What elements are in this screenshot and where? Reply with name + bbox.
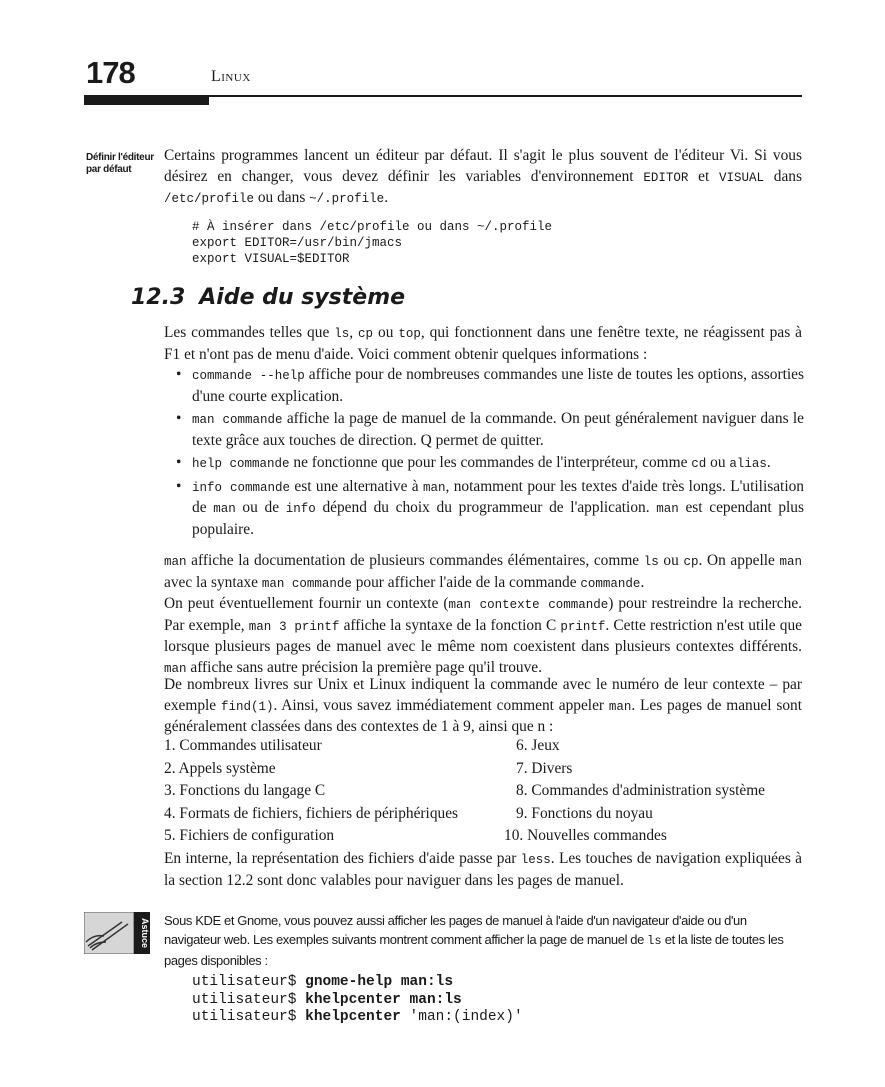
- table-row: 5. Fichiers de configuration 10. Nouvelles commandes: [164, 827, 667, 844]
- table-row: 4. Formats de fichiers, fichiers de périphériques 9. Fonctions du noyau: [164, 804, 653, 822]
- table-row: 3. Fonctions du langage C 8. Commandes d'administration système: [164, 782, 765, 799]
- bullet-icon: •: [176, 366, 182, 383]
- section-intro-paragraph: Les commandes telles que ls, cp ou top, qui fonctionnent dans une fenêtre texte, ne réagissent pas à F1 et n'ont pas de menu d'aide. Voici comment obtenir quelques informations :: [164, 324, 802, 363]
- header-thick-bar: [84, 95, 209, 105]
- margin-note: Définir l'éditeur par défaut: [86, 152, 154, 175]
- books-paragraph: De nombreux livres sur Unix et Linux indiquent la commande avec le numéro de leur contexte – par exemple find(1). Ainsi, vous savez immédiatement comment appeler man. Les pages de manuel sont généralement classées dans des contextes de 1 à 9, ainsi que n :: [164, 676, 802, 735]
- section-heading: Aide du système: [199, 285, 406, 310]
- code-line: utilisateur$ gnome-help man:ls: [192, 974, 454, 990]
- bullet-icon: •: [176, 477, 182, 495]
- help-commands-list: [164, 365, 804, 542]
- list-item: • help commande ne fonctionne que pour les commandes de l'interpréteur, comme cd ou alias.: [164, 453, 804, 475]
- table-row: 2. Appels système 7. Divers: [164, 759, 573, 777]
- code-line: utilisateur$ khelpcenter 'man:(index)': [192, 1009, 523, 1025]
- svg-text:Astuce: Astuce: [140, 917, 150, 949]
- code-line: export EDITOR=/usr/bin/jmacs: [192, 236, 403, 250]
- intro-paragraph: Certains programmes lancent un éditeur par défaut. Il s'agit le plus souvent de l'éditeur Vi. Si vous désirez en changer, vous devez définir les variables d'environnement EDITOR et VISUAL dans /etc/profile ou dans ~/.profile.: [164, 147, 802, 206]
- list-item: • man commande affiche la page de manuel de la commande. On peut généralement naviguer dans le texte grâce aux touches de direction. Q permet de quitter.: [176, 410, 805, 449]
- code-line: utilisateur$ khelpcenter man:ls: [192, 991, 462, 1008]
- section-title: [131, 285, 405, 310]
- bullet-icon: •: [176, 454, 182, 471]
- header-rule: [209, 95, 802, 97]
- list-item: • commande --help affiche pour de nombreuses commandes une liste de toutes les options, assorties d'une courte explication.: [176, 366, 804, 405]
- page-number: 178: [86, 55, 135, 90]
- contexts-table: [164, 735, 804, 848]
- code-block-editor: [192, 203, 552, 267]
- code-line: export VISUAL=$EDITOR: [192, 252, 350, 266]
- section-number: 12.3: [131, 285, 186, 310]
- tip-code-block: [192, 974, 523, 1027]
- running-head: Linux: [211, 68, 251, 85]
- man-paragraph: man affiche la documentation de plusieurs commandes élémentaires, comme ls ou cp. On appelle man avec la syntaxe man commande pour afficher l'aide de la commande commande.: [164, 552, 803, 591]
- table-row: 1. Commandes utilisateur 6. Jeux: [164, 737, 560, 754]
- list-item: • info commande est une alternative à man, notamment pour les textes d'aide très longs. L'utilisation de man ou de info dépend du choix du programmeur de l'application. man est cependant plus populaire.: [176, 477, 804, 538]
- context-paragraph: On peut éventuellement fournir un contexte (man contexte commande) pour restreindre la recherche. Par exemple, man 3 printf affiche la syntaxe de la fonction C printf. Cette restriction n'est utile que lorsque plusieurs pages de manuel avec le même nom coexistent dans plusieurs contextes différents. man affiche sans autre précision la première page qu'il trouve.: [164, 595, 803, 676]
- tip-text: Sous KDE et Gnome, vous pouvez aussi afficher les pages de manuel à l'aide d'un navigateur d'aide ou d'un navigateur web. Les exemples suivants montrent comment afficher la page de manuel de ls et la liste de toutes les pages disponibles :: [164, 913, 784, 968]
- code-line: # À insérer dans /etc/profile ou dans ~/.profile: [192, 220, 553, 234]
- less-paragraph: En interne, la représentation des fichiers d'aide passe par less. Les touches de navigation expliquées à la section 12.2 sont donc valables pour naviguer dans les pages de manuel.: [164, 850, 803, 889]
- tip-icon: [84, 912, 150, 954]
- bullet-icon: •: [176, 410, 182, 427]
